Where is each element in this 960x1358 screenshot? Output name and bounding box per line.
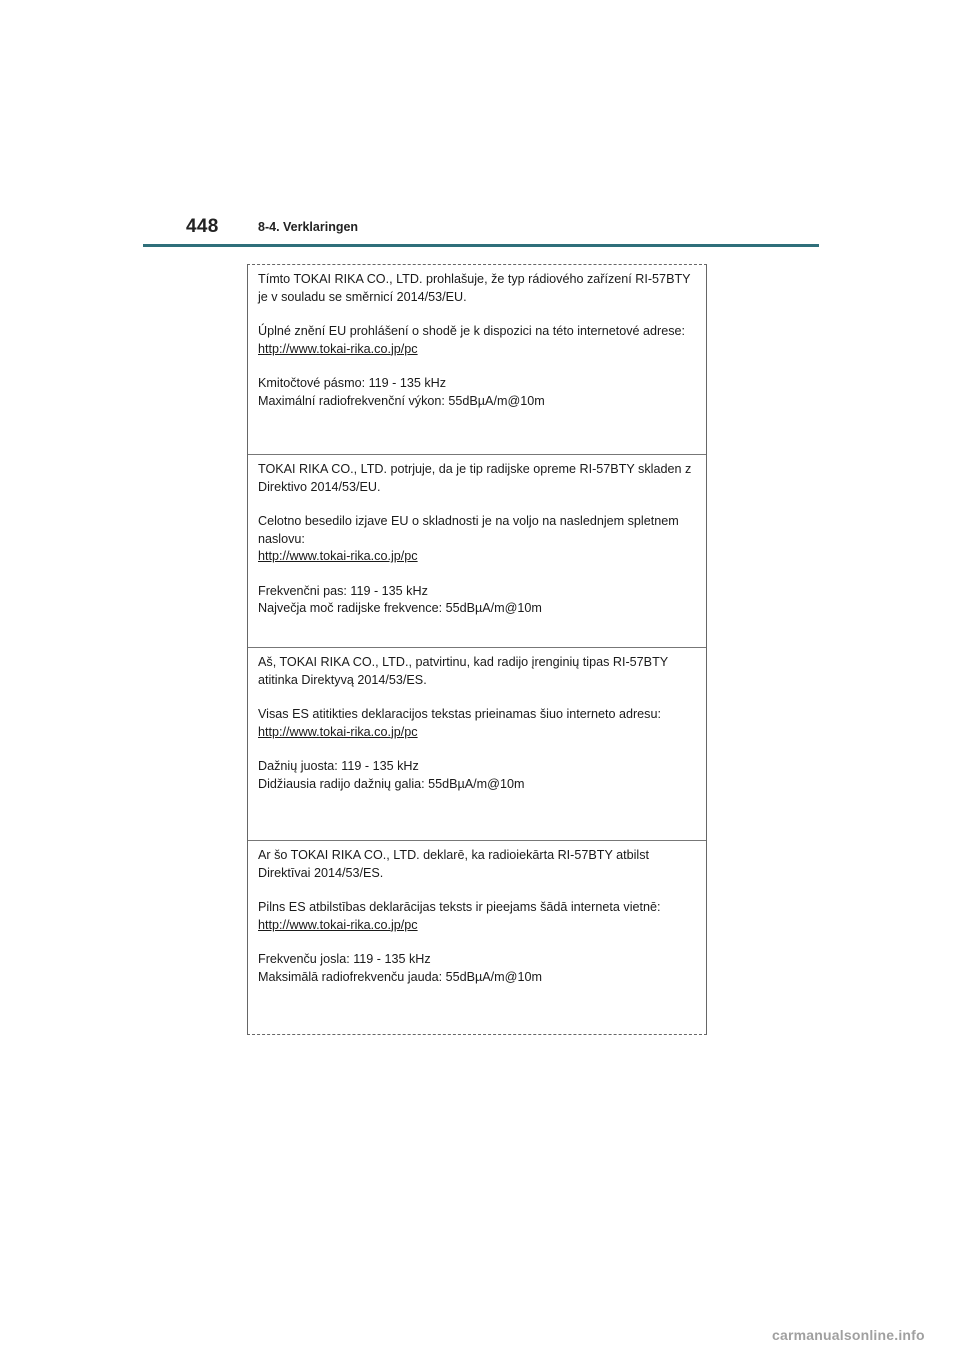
frequency-band: Kmitočtové pásmo: 119 - 135 kHz <box>258 376 447 390</box>
declaration-url-link[interactable]: http://www.tokai-rika.co.jp/pc <box>258 341 418 356</box>
frequency-band: Frekvenčni pas: 119 - 135 kHz <box>258 583 428 598</box>
max-power: Največja moč radijske frekvence: 55dBµA/m@10m <box>258 601 542 615</box>
max-power: Maximální radiofrekvenční výkon: 55dBµA/m@10m <box>258 393 545 408</box>
declaration-statement: TOKAI RIKA CO., LTD. potrjuje, da je tip radijske opreme RI-57BTY skladen z Direktivo 2014/53/EU. <box>258 462 692 494</box>
max-power: Maksimālā radiofrekvenču jauda: 55dBµA/m@10m <box>258 969 542 984</box>
declaration-latvian <box>248 841 706 1034</box>
declaration-availability: Pilns ES atbilstības deklarācijas teksts ir pieejams šādā interneta vietnē: <box>258 900 661 914</box>
declaration-url-link[interactable]: http://www.tokai-rika.co.jp/pc <box>258 917 418 932</box>
declaration-statement: Aš, TOKAI RIKA CO., LTD., patvirtinu, kad radijo įrenginių tipas RI-57BTY atitinka Direktyvą 2014/53/ES. <box>258 655 668 687</box>
frequency-band: Dažnių juosta: 119 - 135 kHz <box>258 759 419 773</box>
declaration-lithuanian <box>248 648 706 841</box>
section-title: 8-4. Verklaringen <box>258 220 359 234</box>
declaration-availability: Celotno besedilo izjave EU o skladnosti je na voljo na naslednjem spletnem naslovu: <box>258 514 679 546</box>
declaration-czech <box>248 265 706 455</box>
declaration-statement: Ar šo TOKAI RIKA CO., LTD. deklarē, ka radioiekārta RI-57BTY atbilst Direktīvai 2014/53/ES. <box>258 848 650 880</box>
declaration-availability: Úplné znění EU prohlášení o shodě je k dispozici na této internetové adrese: <box>258 324 686 338</box>
max-power: Didžiausia radijo dažnių galia: 55dBµA/m@10m <box>258 776 525 791</box>
declaration-box <box>247 264 707 1035</box>
watermark: carmanualsonline.info <box>772 1327 925 1343</box>
declaration-url-link[interactable]: http://www.tokai-rika.co.jp/pc <box>258 724 418 739</box>
declaration-slovenian <box>248 455 706 648</box>
declaration-availability: Visas ES atitikties deklaracijos tekstas prieinamas šiuo interneto adresu: <box>258 707 661 721</box>
page-number: 448 <box>186 216 219 237</box>
declaration-statement: Tímto TOKAI RIKA CO., LTD. prohlašuje, že typ rádiového zařízení RI-57BTY je v souladu se směrnicí 2014/53/EU. <box>258 272 691 304</box>
frequency-band: Frekvenču josla: 119 - 135 kHz <box>258 952 431 966</box>
header-rule <box>143 244 819 247</box>
declaration-url-link[interactable]: http://www.tokai-rika.co.jp/pc <box>258 549 418 563</box>
